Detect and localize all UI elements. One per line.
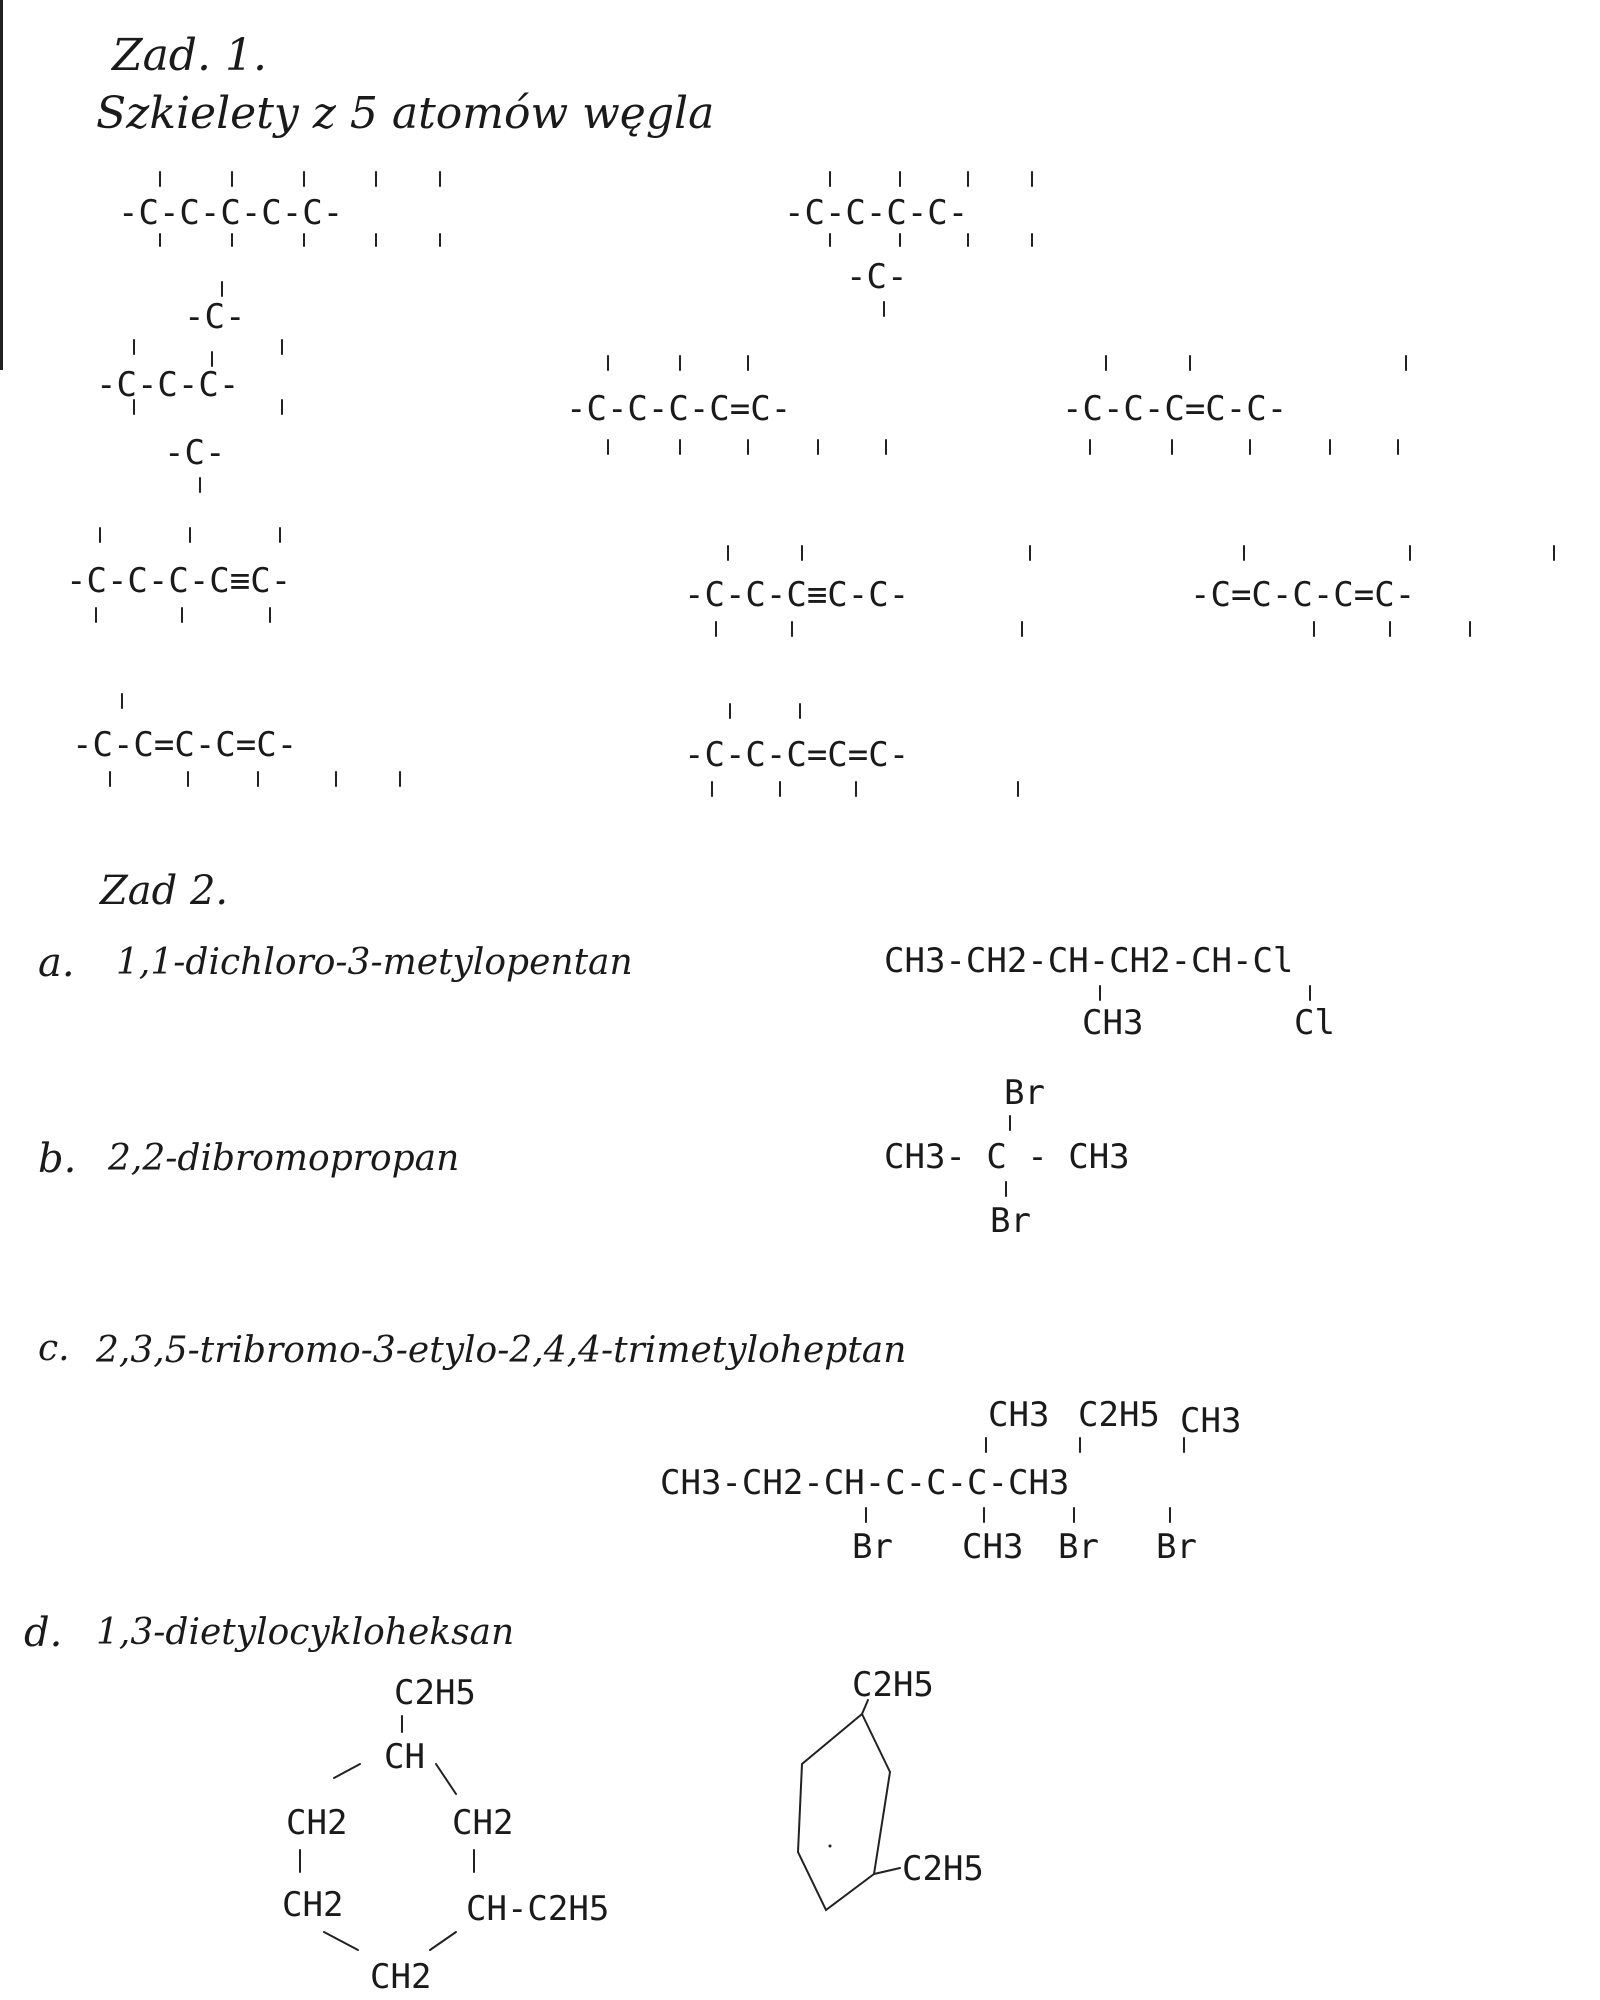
skeleton-2: -C-C-C-C- bbox=[784, 193, 969, 233]
item-a-label: a. bbox=[38, 940, 75, 986]
item-b-formula: CH3- C - CH3 bbox=[884, 1137, 1130, 1177]
skeleton-8: -C=C-C-C=C- bbox=[1190, 575, 1416, 615]
skeleton-2-branch: -C- bbox=[846, 257, 908, 297]
item-d-label: d. bbox=[24, 1610, 63, 1656]
skeletal-substituent-2: C2H5 bbox=[902, 1849, 984, 1889]
skeletal-substituent-1: C2H5 bbox=[852, 1665, 934, 1705]
item-c-bottom2: CH3 bbox=[962, 1527, 1024, 1567]
item-c-bottom1: Br bbox=[852, 1527, 893, 1567]
skeleton-4: -C-C-C-C=C- bbox=[566, 389, 792, 429]
item-c-top3: CH3 bbox=[1180, 1401, 1242, 1441]
ring-c4: CH2 bbox=[370, 1957, 432, 1997]
skeleton-1: -C-C-C-C-C- bbox=[118, 193, 344, 233]
skeleton-3-branch-top: -C- bbox=[184, 297, 246, 337]
ring-c1: CH bbox=[384, 1737, 425, 1777]
item-c-bottom3: Br bbox=[1058, 1527, 1099, 1567]
item-d-name: 1,3-dietylocykloheksan bbox=[96, 1612, 515, 1653]
ring-c5: CH2 bbox=[282, 1885, 344, 1925]
skeleton-9: -C-C=C-C=C- bbox=[72, 725, 298, 765]
item-c-top2: C2H5 bbox=[1078, 1395, 1160, 1435]
ring-top-substituent: C2H5 bbox=[394, 1673, 476, 1713]
item-c-label: c. bbox=[38, 1328, 70, 1369]
item-c-formula: CH3-CH2-CH-C-C-C-CH3 bbox=[660, 1463, 1070, 1503]
item-b-bottom: Br bbox=[990, 1201, 1031, 1241]
skeleton-3-branch-bottom: -C- bbox=[164, 433, 226, 473]
skeleton-6: -C-C-C-C≡C- bbox=[66, 561, 292, 601]
ring-c3: CH-C2H5 bbox=[466, 1889, 610, 1929]
item-b-label: b. bbox=[38, 1136, 77, 1182]
ring-center-dot bbox=[829, 1845, 832, 1848]
skeleton-10: -C-C-C=C=C- bbox=[684, 735, 910, 775]
skeleton-5: -C-C-C=C-C- bbox=[1062, 389, 1288, 429]
item-c-top1: CH3 bbox=[988, 1395, 1050, 1435]
item-c-name: 2,3,5-tribromo-3-etylo-2,4,4-trimetyloheptan bbox=[96, 1330, 907, 1371]
item-b-name: 2,2-dibromopropan bbox=[108, 1138, 460, 1179]
task2-title: Zad 2. bbox=[100, 868, 229, 914]
skeleton-3: -C-C-C- bbox=[96, 365, 240, 405]
item-b-top: Br bbox=[1004, 1073, 1045, 1113]
item-a-formula: CH3-CH2-CH-CH2-CH-Cl bbox=[884, 941, 1294, 981]
task1-title: Zad. 1. bbox=[112, 30, 267, 81]
item-a-sub-chloro: Cl bbox=[1294, 1003, 1335, 1043]
ring-c2: CH2 bbox=[452, 1803, 514, 1843]
item-a-name: 1,1-dichloro-3-metylopentan bbox=[116, 942, 633, 983]
item-a-sub-methyl: CH3 bbox=[1082, 1003, 1144, 1043]
task1-subtitle: Szkielety z 5 atomów węgla bbox=[96, 88, 715, 139]
ring-c6: CH2 bbox=[286, 1803, 348, 1843]
skeleton-7: -C-C-C≡C-C- bbox=[684, 575, 910, 615]
item-c-bottom4: Br bbox=[1156, 1527, 1197, 1567]
